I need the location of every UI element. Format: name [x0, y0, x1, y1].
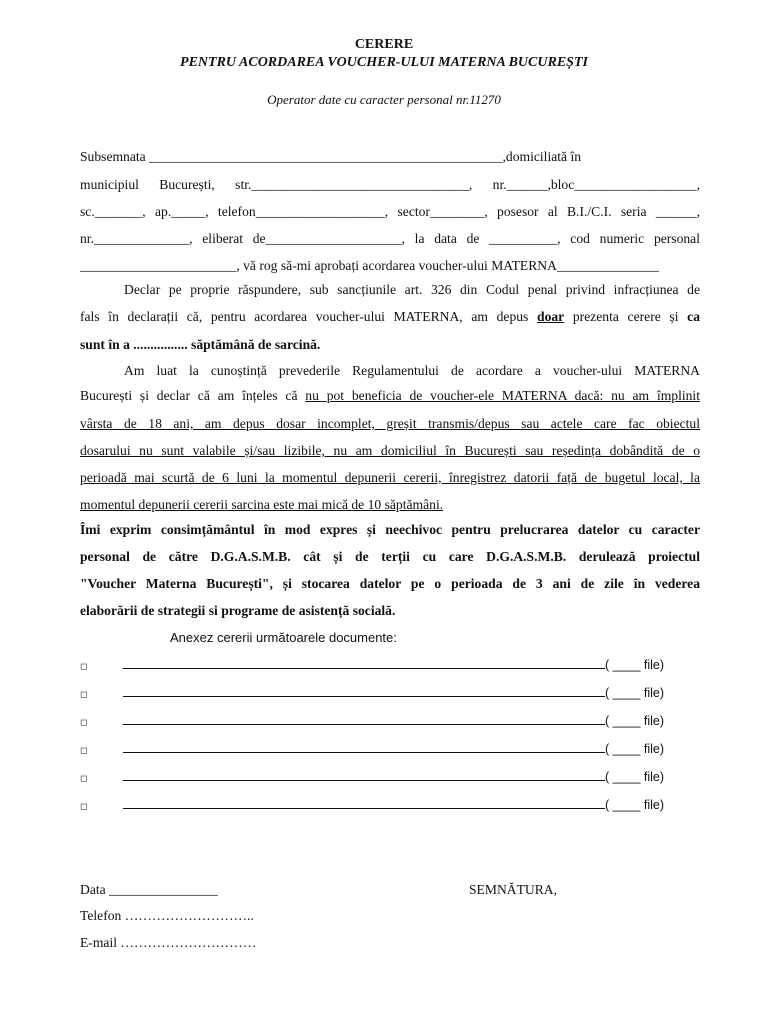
regulation-line-2 — [80, 388, 700, 404]
file-label: file) — [643, 658, 665, 672]
signature-label: SEMNĂTURA, — [469, 882, 557, 897]
declaration-emphasis-2: ca — [687, 309, 700, 324]
declaration-text: fals în declarații că, pentru acordarea voucher-ului MATERNA, am depus — [80, 309, 538, 324]
attachment-blank — [123, 770, 605, 781]
regulation-line-4: dosarului nu sunt valabile și/sau lizibile, nu am domiciliul în București sau reședința dobândită de o — [80, 443, 700, 458]
checkbox-icon[interactable]: ◻ — [80, 661, 88, 671]
checkbox-icon[interactable]: ◻ — [80, 745, 88, 755]
date-field[interactable]: Data ________________ — [80, 882, 218, 897]
file-label: file) — [643, 742, 665, 756]
phone-field[interactable]: Telefon ……………………….. — [80, 908, 254, 923]
file-label: file) — [643, 798, 665, 812]
checkbox-icon[interactable]: ◻ — [80, 773, 88, 783]
attachment-field[interactable] — [123, 713, 664, 729]
file-count-blank: ( ____ — [605, 658, 641, 672]
regulation-line-6: momentul depunerii cererii sarcina este mai mică de 10 săptămâni. — [80, 497, 444, 512]
regulation-text: București și declar că am înțeles că — [80, 388, 306, 403]
file-count-blank: ( ____ — [605, 686, 641, 700]
file-label: file) — [643, 686, 665, 700]
applicant-line-1 — [80, 149, 700, 165]
attachment-blank — [123, 658, 605, 669]
consent-line-3: "Voucher Materna București", și stocarea datelor pe o perioada de 3 ani de zile în vederea — [80, 576, 700, 591]
checkbox-icon[interactable]: ◻ — [80, 801, 88, 811]
declaration-line-2 — [80, 309, 700, 325]
request-text: _______________________, vă rog să-mi aprobați acordarea voucher-ului MATERNA — [80, 258, 557, 273]
consent-line-1: Îmi exprim consimțământul în mod expres și neechivoc pentru prelucrarea datelor cu caracter — [80, 522, 700, 537]
regulation-condition: nu pot beneficia de voucher-ele MATERNA dacă: nu am împlinit — [305, 388, 700, 403]
applicant-line-5 — [80, 258, 659, 274]
applicant-line-3: sc._______, ap._____, telefon___________________, sector________, posesor al B.I./C.I. seria ______, — [80, 204, 700, 219]
file-count-blank: ( ____ — [605, 714, 641, 728]
declaration-text-2: prezenta cerere și — [564, 309, 688, 324]
file-count-blank: ( ____ — [605, 770, 641, 784]
annex-heading: Anexez cererii următoarele documente: — [170, 630, 397, 645]
declaration-emphasis: doar — [537, 309, 565, 324]
checkbox-icon[interactable]: ◻ — [80, 717, 88, 727]
applicant-line-1-text: Subsemnata ____________________________________________________,domiciliată în — [80, 149, 582, 164]
regulation-line-1: Am luat la cunoștință prevederile Regulamentului de acordare a voucher-ului MATERNA — [124, 363, 700, 378]
attachment-blank — [123, 686, 605, 697]
checkbox-icon[interactable]: ◻ — [80, 689, 88, 699]
attachment-field[interactable] — [123, 741, 664, 757]
attachment-field[interactable] — [123, 685, 664, 701]
consent-line-2: personal de către D.G.A.S.M.B. cât și de terții cu care D.G.A.S.M.B. derulează proiectul — [80, 549, 700, 564]
attachment-blank — [123, 798, 605, 809]
attachment-blank — [123, 714, 605, 725]
consent-line-4: elaborării de strategii si programe de asistență socială. — [80, 603, 396, 618]
file-count-blank: ( ____ — [605, 798, 641, 812]
file-count-blank: ( ____ — [605, 742, 641, 756]
operator-note: Operator date cu caracter personal nr.11270 — [267, 92, 501, 107]
email-field[interactable]: E-mail ………………………… — [80, 935, 257, 950]
regulation-line-5: perioadă mai scurtă de 6 luni la momentul depunerii cererii, înregistrez datorii față de bugetul local, la — [80, 470, 700, 485]
declaration-line-1: Declar pe proprie răspundere, sub sancțiunile art. 326 din Codul penal privind infracțiunea de — [124, 282, 700, 297]
applicant-line-2: municipiul București, str.________________________________, nr.______,bloc__________________, — [80, 177, 700, 192]
pregnancy-week-line: sunt în a ................ săptămână de sarcină. — [80, 337, 321, 352]
file-label: file) — [643, 714, 665, 728]
regulation-line-3: vârsta de 18 ani, am depus dosar incomplet, greșit transmis/depus sau actele care fac obiectul — [80, 416, 700, 431]
document-title: CERERE — [354, 37, 414, 52]
attachment-field[interactable] — [123, 769, 664, 785]
file-label: file) — [643, 770, 665, 784]
attachment-blank — [123, 742, 605, 753]
document-subtitle: PENTRU ACORDAREA VOUCHER-ULUI MATERNA BUCUREȘTI — [180, 55, 588, 70]
request-blank: _______________ — [556, 258, 659, 273]
applicant-line-4: nr.______________, eliberat de____________________, la data de __________, cod numeric personal — [80, 231, 700, 246]
attachment-field[interactable] — [123, 657, 664, 673]
attachment-field[interactable] — [123, 797, 664, 813]
